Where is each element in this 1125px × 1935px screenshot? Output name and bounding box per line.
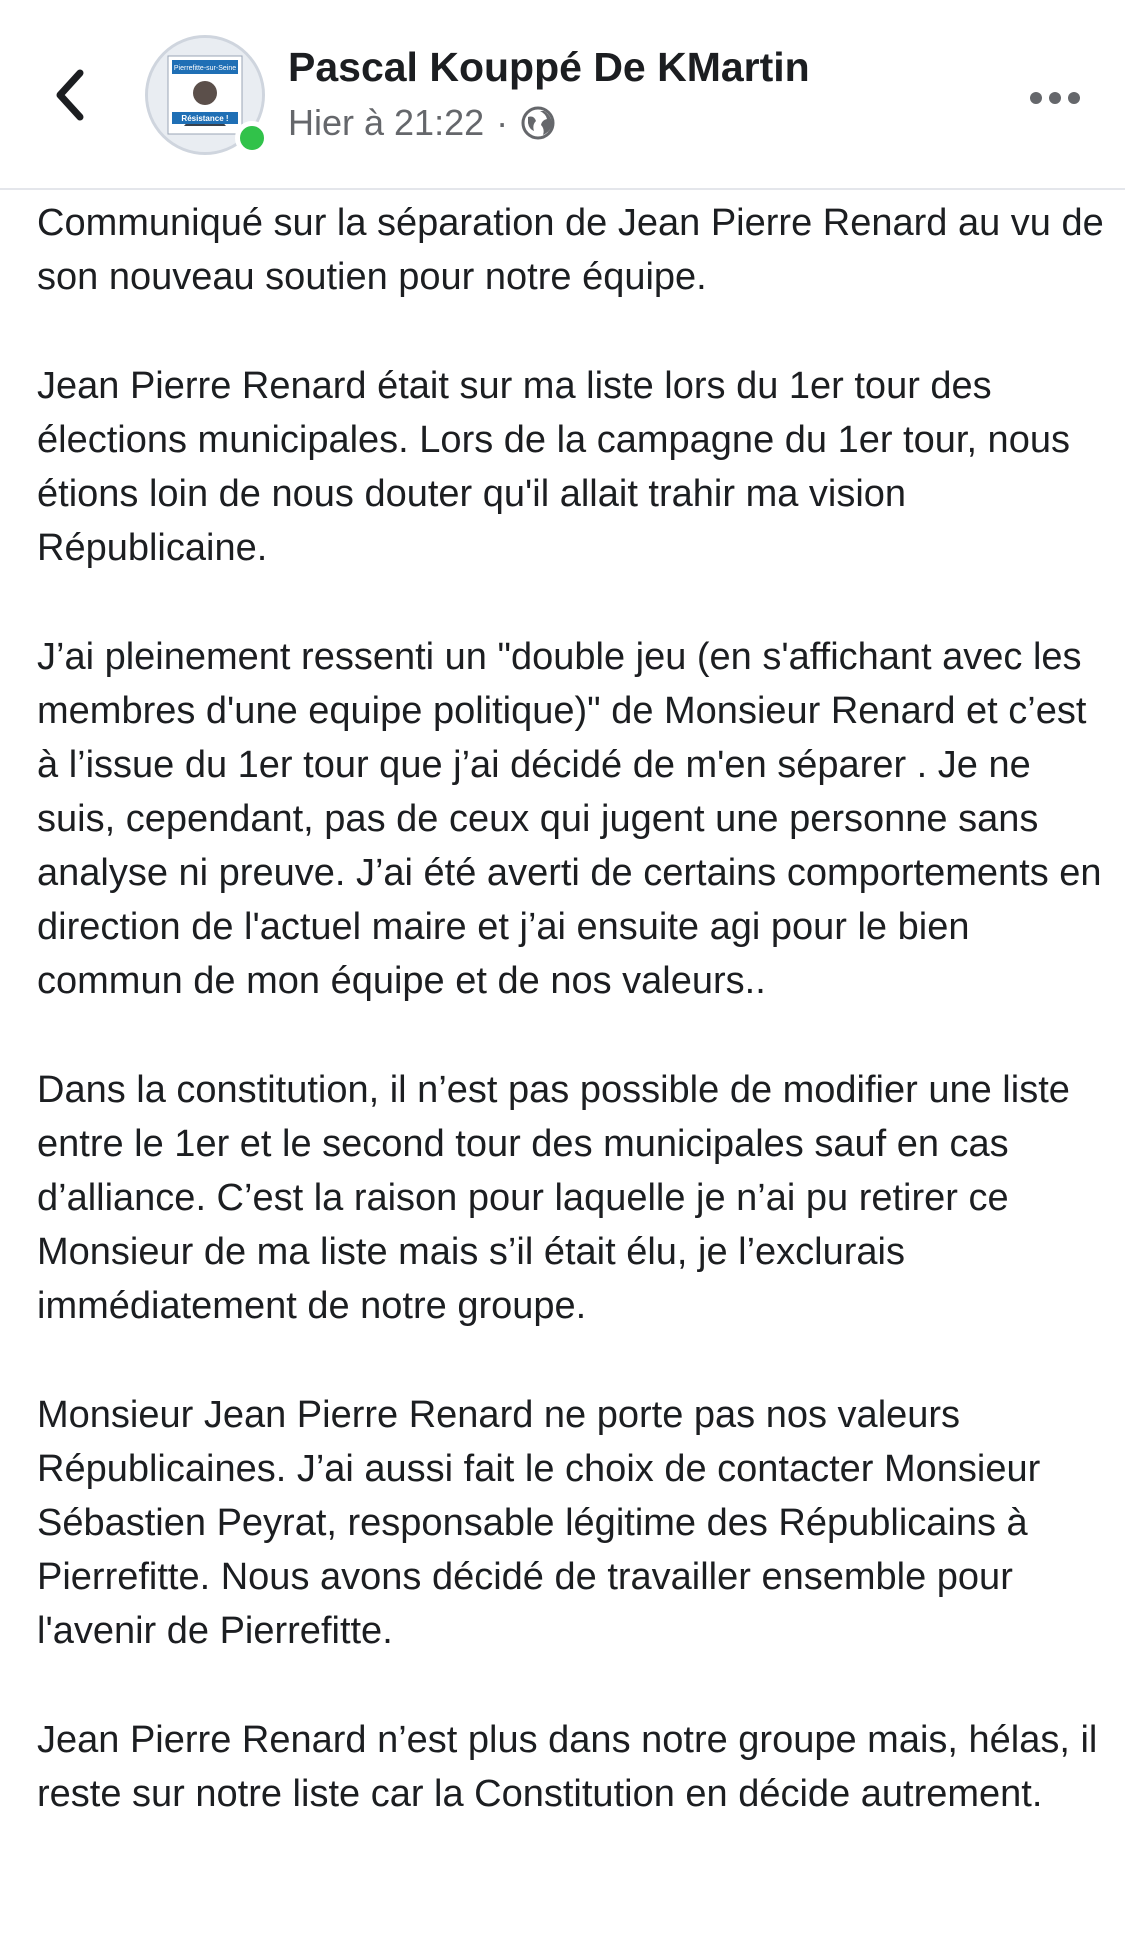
post-paragraph: J’ai pleinement ressenti un "double jeu (en s'affichant avec les membres d'une equipe politique)" de Monsieur Renard et c’est à l’issue du 1er tour que j’ai décidé de m'en séparer . Je ne suis, cependant, pas de ceux qui jugent une personne sans analyse ni preuve. J’ai été averti de certains comportements en direction de l'actuel maire et j’ai ensuite agi pour le bien commun de mon équipe et de nos valeurs.. xyxy=(37,636,1102,1002)
online-status-dot xyxy=(235,121,269,155)
globe-icon xyxy=(520,105,556,141)
post-timestamp[interactable]: Hier à 21:22 xyxy=(288,102,485,143)
post-header xyxy=(0,0,1125,190)
chevron-left-icon xyxy=(52,69,86,121)
post-meta xyxy=(288,102,556,144)
post-paragraph: Dans la constitution, il n’est pas possible de modifier une liste entre le 1er et le second tour des municipales sauf en cas d’alliance. C’est la raison pour laquelle je n’ai pu retirer ce Monsieur de ma liste mais s’il était élu, je l’exclurais immédiatement de notre groupe. xyxy=(37,1069,1070,1327)
post-paragraph: Jean Pierre Renard était sur ma liste lors du 1er tour des élections municipales. Lors de la campagne du 1er tour, nous étions loin de nous douter qu'il allait trahir ma vision Républicaine. xyxy=(37,365,1070,569)
post-body xyxy=(37,196,1107,1876)
post-paragraph: Communiqué sur la séparation de Jean Pierre Renard au vu de son nouveau soutien pour notre équipe. xyxy=(37,202,1104,298)
back-button[interactable] xyxy=(44,60,94,130)
more-horizontal-icon xyxy=(1029,91,1081,105)
post-paragraph: Monsieur Jean Pierre Renard ne porte pas nos valeurs Républicaines. J’ai aussi fait le choix de contacter Monsieur Sébastien Peyrat, responsable légitime des Républicains à Pierrefitte. Nous avons décidé de travailler ensemble pour l'avenir de Pierrefitte. xyxy=(37,1394,1041,1652)
author-avatar[interactable] xyxy=(145,35,265,155)
author-name[interactable]: Pascal Kouppé De KMartin xyxy=(288,44,810,90)
meta-separator: · xyxy=(496,102,509,143)
post-paragraph: Jean Pierre Renard n’est plus dans notre groupe mais, hélas, il reste sur notre liste car la Constitution en décide autrement. xyxy=(37,1719,1098,1815)
avatar-text-top: Pierrefitte-sur-Seine xyxy=(173,65,237,72)
more-options-button[interactable] xyxy=(1025,78,1085,118)
avatar-text-bottom: Résistance ! xyxy=(181,114,229,123)
